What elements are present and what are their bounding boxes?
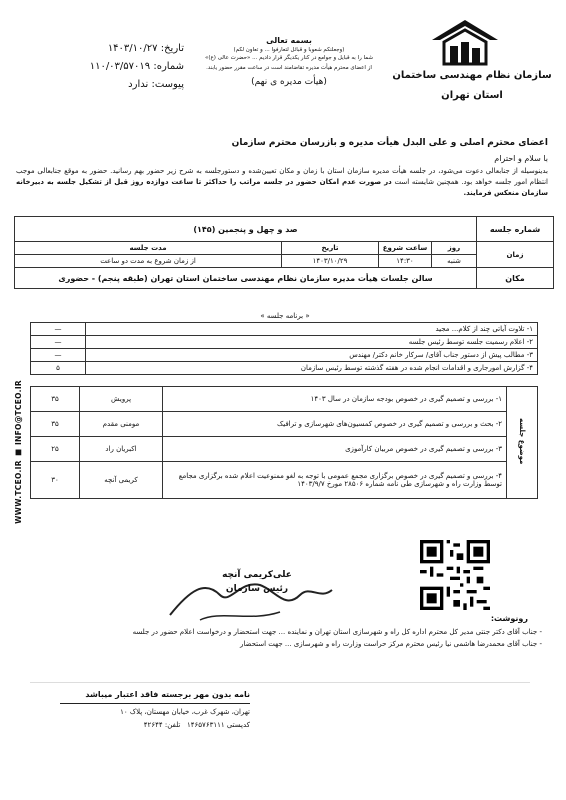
topic-presenter: مومنی مقدم [80, 412, 163, 437]
qr-code-icon [420, 540, 490, 610]
topic-text: ۴- بررسی و تصمیم گیری در خصوص برگزاری مجمع عمومی با توجه به لغو ممنوعیت اعلام شده برگزاری مجامع توسط وزارت راه و شهرسازی طی نامه شماره ۲۸۵۰۶ مورخ ۱۴۰۳/۹/۷ [163, 462, 507, 499]
duration-header: مدت جلسه [15, 242, 282, 255]
agenda-item-text: ۱- تلاوت آیاتی چند از کلام... مجید [86, 323, 538, 336]
building-logo-icon [430, 18, 500, 66]
footer-address: تهران، شهرک غرب، خیابان مهستان، پلاک ۱۰ [120, 708, 250, 716]
table-row [31, 362, 538, 375]
topic-text: ۱- بررسی و تصمیم گیری در خصوص بودجه سازمان در سال ۱۴۰۳ [163, 387, 507, 412]
agenda-table [30, 322, 538, 375]
footer-title: نامه بدون مهر برجسته فاقد اعتبار میباشد [60, 688, 250, 704]
place-value: سالن جلسات هیأت مدیره سازمان نظام مهندسی ساختمان استان تهران (طبقه پنجم) - حضوری [15, 268, 477, 289]
agenda-title: « برنامه جلسه » [260, 312, 310, 320]
footer-postal: کدپستی ۱۴۶۵۷۶۳۱۱۱ [187, 721, 250, 729]
table-row [31, 412, 538, 437]
start-value: ۱۴:۳۰ [379, 255, 432, 268]
org-name: سازمان نظام مهندسی ساختمان [392, 70, 552, 81]
topic-presenter: اکبریان راد [80, 437, 163, 462]
attachment-row [66, 76, 184, 94]
greeting: با سلام و احترام [494, 154, 548, 163]
table-row [31, 387, 538, 412]
footer-contact [60, 719, 250, 732]
letter-meta [66, 40, 184, 94]
topic-text: ۲- بحث و بررسی و تصمیم گیری در خصوص کمسیون‌های شهرسازی و ترافیک [163, 412, 507, 437]
letter-heading [186, 36, 392, 87]
meeting-number-value: صد و چهل و پنجمین (۱۴۵) [15, 217, 477, 242]
topic-minutes: ۲۵ [31, 437, 80, 462]
number-value: ۱۱۰/۰۳/۵۷۰۱۹ [89, 61, 151, 72]
meeting-number-label: شماره جلسه [477, 217, 554, 242]
date-header: تاریخ [282, 242, 379, 255]
addressee: اعضای محترم اصلی و علی البدل هیأت مدیره و بازرسان محترم سازمان [231, 138, 548, 148]
table-row [31, 336, 538, 349]
day-header: روز [432, 242, 477, 255]
number-row [66, 58, 184, 76]
agenda-item-text: ۳- مطالب پیش از دستور جناب آقای/ سرکار خانم دکتر/ مهندس [86, 349, 538, 362]
attachment-value: ندارد [128, 79, 149, 90]
topic-presenter: پرویش [80, 387, 163, 412]
website-sidebar [14, 380, 30, 680]
quote: (وجعلنکم شعوبا و قبائل لتعارفوا ... و تعاون لکم) [233, 47, 345, 53]
table-row [31, 437, 538, 462]
time-label: زمان [477, 242, 554, 268]
attachment-label: پیوست: [151, 79, 184, 90]
time-value-row [15, 255, 554, 268]
topic-minutes: ۳۵ [31, 387, 80, 412]
agenda-item-text: ۴- گزارش امورجاری و اقدامات انجام شده در هفته گذشته توسط رئیس سازمان [86, 362, 538, 375]
date-value-cell: ۱۴۰۳/۱۰/۲۹ [282, 255, 379, 268]
time-header-row [15, 242, 554, 255]
topic-text: ۳- بررسی و تصمیم گیری در خصوص مربیان کارآموزی [163, 437, 507, 462]
attendance-note: از اعضای محترم هیأت مدیره تقاضامند است در ساعت مقرر حضور یابند. [206, 65, 372, 71]
basmala: بسمه تعالی [266, 36, 312, 45]
org-province: استان تهران [441, 90, 503, 101]
meeting-info-table [14, 216, 554, 289]
meeting-number-row [15, 217, 554, 242]
start-header: ساعت شروع [379, 242, 432, 255]
agenda-item-value: — [31, 349, 86, 362]
letter-body [16, 166, 548, 199]
topics-table [30, 386, 538, 499]
place-row [15, 268, 554, 289]
day-value: شنبه [432, 255, 477, 268]
duration-value: از زمان شروع به مدت دو ساعت [15, 255, 282, 268]
topics-side-text: موضوع جلسه [518, 418, 526, 465]
topics-side-label [507, 387, 538, 499]
organization-logo [392, 18, 552, 126]
topic-minutes: ۳۵ [31, 412, 80, 437]
website-text: WWW.TCEO.IR ■ INFO@TCEO.IR [14, 380, 23, 524]
agenda-item-text: ۲- اعلام رسمیت جلسه توسط رئیس جلسه [86, 336, 538, 349]
table-row [31, 323, 538, 336]
topic-presenter: کریمی آنچه [80, 462, 163, 499]
table-row [31, 349, 538, 362]
agenda-item-value: — [31, 323, 86, 336]
agenda-item-value: — [31, 336, 86, 349]
agenda-item-value: ۵ [31, 362, 86, 375]
cc-title: رونوشت: [490, 614, 528, 623]
board-label: (هیأت مدیره ی نهم) [251, 77, 327, 87]
cc-line: - جناب آقای دکتر جنتی مدیر کل محترم اداره کل راه و شهرسازی استان تهران و نماینده ... جهت استحضار و درخواست اعلام حضور در جلسه [132, 628, 542, 636]
footer-phone: تلفن: ۴۲۶۴۴ [143, 721, 181, 729]
cc-line: - جناب آقای محمدرضا هاشمی نیا رئیس محترم مرکز حراست وزارت راه و شهرسازی ... جهت استحضار [239, 640, 542, 648]
footer [60, 688, 250, 732]
number-label: شماره: [153, 61, 184, 72]
date-row [66, 40, 184, 58]
quote-translation: شما را به قبایل و جوامع در کنار یکدیگر قرار دادیم ... «حضرت عالی (ع)» [205, 55, 373, 61]
table-row [31, 462, 538, 499]
signer-name: علی‌کریمی آنچه [222, 570, 292, 580]
topic-minutes: ۳۰ [31, 462, 80, 499]
body-text: بدینوسیله از جنابعالی دعوت می‌شود، در جلسه هیأت مدیره سازمان استان با زمان و مکان تعیین‌شده و دستورجلسه به شرح زیر حضور بهم رسانید. حضور به موقع جنابعالی موجب انتظام امور جلسه خواهد بود. همچنین شایسته است [16, 167, 548, 186]
body-bold-text: در صورت عدم امکان حضور در جلسه مراتب را حداکثر تا ساعت دوازده روز قبل از تشکیل جلسه به دبیرخانه سازمان منعکس فرمایند. [16, 178, 548, 197]
footer-divider [30, 682, 530, 683]
signer-title: رئیس سازمان [225, 584, 289, 594]
place-label: مکان [477, 268, 554, 289]
date-label: تاریخ: [160, 43, 184, 54]
date-value: ۱۴۰۳/۱۰/۲۷ [107, 43, 158, 54]
